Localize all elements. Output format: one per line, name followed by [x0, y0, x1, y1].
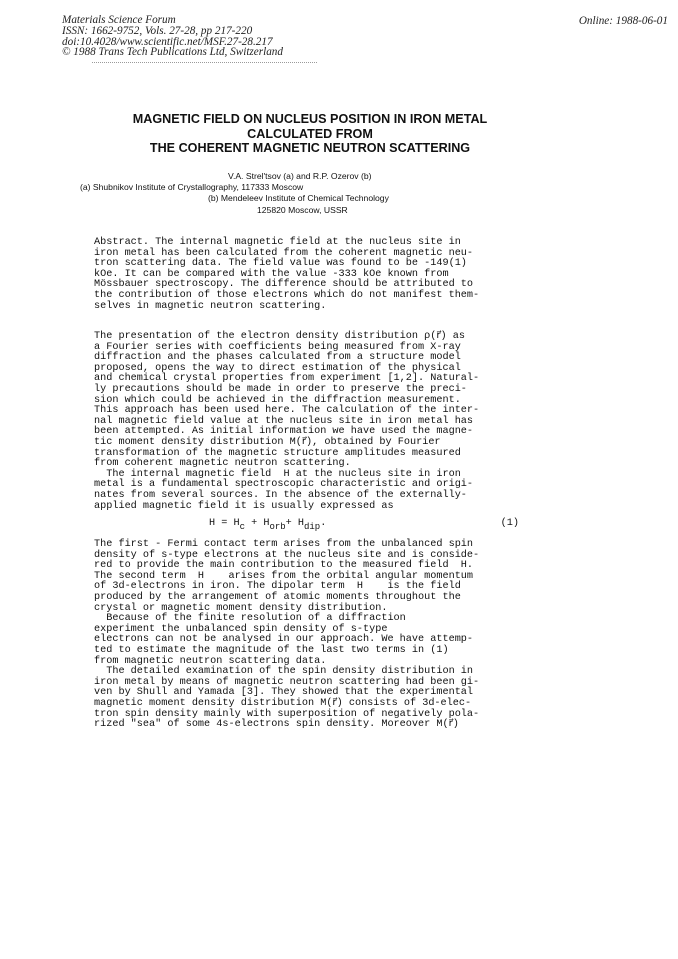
title-line-1: MAGNETIC FIELD ON NUCLEUS POSITION IN IRON METAL	[132, 112, 488, 126]
body-line: experiment the unbalanced spin density of s-type	[94, 623, 388, 635]
body-line: diffraction and the phases calculated from a structure model	[94, 352, 461, 364]
faint-header-rule	[92, 62, 317, 63]
body-line: been attempted. As initial information we have used the magne-	[94, 426, 474, 438]
body-line: metal is a fundamental spectroscopic characteristic and origi-	[94, 479, 474, 491]
body-line: Because of the finite resolution of a diffraction	[94, 613, 406, 625]
journal-name: Materials Science Forum	[62, 14, 176, 26]
doi-line: doi:10.4028/www.scientific.net/MSF.27-28.217	[62, 35, 273, 48]
equation-expression	[209, 518, 326, 532]
online-date: Online: 1988-06-01	[578, 15, 668, 27]
body-line: rized "sea" of some 4s-electrons spin density. Moreover M(r⃗)	[94, 719, 459, 731]
body-line: tron spin density mainly with superposition of negatively pola-	[94, 708, 480, 720]
eq-sub-c: c	[239, 522, 245, 532]
title-line-2: CALCULATED FROM	[247, 126, 373, 141]
body-line: from magnetic neutron scattering data.	[94, 655, 327, 667]
abstract-line: tron scattering data. The field value was found to be -149(1)	[94, 258, 467, 270]
body-line: nal magnetic field value at the nucleus site in iron metal has	[94, 415, 474, 427]
body-line: and chemical crystal properties from experiment [1,2]. Natural-	[94, 373, 480, 385]
body-line: tic moment density distribution M(r⃗), obtained by Fourier	[94, 436, 441, 448]
abstract-line: kOe. It can be compared with the value -333 kOe known from	[94, 268, 449, 280]
eq-term-plus-h2: + H	[285, 518, 304, 529]
abstract-line: Abstract. The internal magnetic field at the nucleus site in	[94, 237, 461, 248]
eq-end: .	[320, 518, 327, 529]
body-line: a Fourier series with coefficients being measured from X-ray	[94, 341, 461, 353]
equation-number: (1)	[500, 518, 519, 529]
body-line: electrons can not be analysed in our approach. We have attemp-	[94, 634, 474, 646]
body-paragraph-2	[94, 540, 524, 731]
paper-title	[100, 112, 520, 156]
abstract-line: Mössbauer spectroscopy. The difference should be attributed to	[94, 279, 474, 291]
abstract-line: the contribution of those electrons which do not manifest them-	[94, 289, 480, 301]
body-line: nates from several sources. In the absence of the externally-	[94, 489, 467, 501]
equation-1	[94, 518, 519, 534]
body-line: sion which could be achieved in the diffraction measurement.	[94, 394, 461, 406]
affiliation-a: (a) Shubnikov Institute of Crystallography, 117333 Moscow	[80, 182, 304, 193]
body-line: transformation of the magnetic structure amplitudes measured	[94, 447, 461, 459]
body-line: The second term H arises from the orbital angular momentum	[94, 570, 474, 582]
body-line: ly precautions should be made in order to preserve the preci-	[94, 383, 467, 395]
body-line: red to provide the main contribution to the measured field H.	[94, 560, 474, 572]
eq-term-plus-h: + H	[244, 518, 270, 529]
author-names: V.A. Strel'tsov (a) and R.P. Ozerov (b)	[228, 171, 372, 181]
eq-sub-orb: orb	[269, 522, 286, 532]
abstract	[94, 238, 524, 312]
body-line: crystal or magnetic moment density distribution.	[94, 602, 388, 614]
issn-line: ISSN: 1662-9752, Vols. 27-28, pp 217-220	[62, 24, 253, 37]
copyright-line: © 1988 Trans Tech Publications Ltd, Switzerland	[62, 46, 283, 59]
body-line: of 3d-electrons in iron. The dipolar term H is the field	[94, 581, 461, 593]
body-line: The internal magnetic field H at the nucleus site in iron	[94, 468, 461, 480]
body-paragraph-1	[94, 332, 524, 512]
body-line: from coherent magnetic neutron scattering.	[94, 458, 351, 470]
body-line: applied magnetic field it is usually expressed as	[94, 500, 394, 512]
title-line-3: THE COHERENT MAGNETIC NEUTRON SCATTERING	[149, 141, 471, 155]
body-line: magnetic moment density distribution M(r⃗) consists of 3d-elec-	[94, 697, 472, 709]
affiliation-b: (b) Mendeleev Institute of Chemical Technology	[208, 193, 389, 204]
eq-term-h: H = H	[209, 518, 240, 529]
journal-header	[62, 15, 283, 58]
eq-sub-dip: dip	[304, 522, 321, 532]
body-line: This approach has been used here. The calculation of the inter-	[94, 405, 480, 417]
abstract-line: selves in magnetic neutron scattering.	[94, 300, 327, 312]
body-line: ted to estimate the magnitude of the last two terms in (1)	[94, 644, 449, 656]
body-line: density of s-type electrons at the nucleus site and is conside-	[94, 549, 480, 561]
body-line: The presentation of the electron density distribution ρ(r⃗) as	[94, 331, 465, 342]
body-line: produced by the arrangement of atomic moments throughout the	[94, 591, 461, 603]
authors-block	[80, 171, 480, 216]
abstract-line: iron metal has been calculated from the coherent magnetic neu-	[94, 247, 474, 259]
body-line: iron metal by means of magnetic neutron scattering had been gi-	[94, 676, 480, 688]
body-line: proposed, opens the way to direct estimation of the physical	[94, 362, 461, 374]
affiliation-b-city: 125820 Moscow, USSR	[257, 204, 348, 215]
body-line: ven by Shull and Yamada [3]. They showed that the experimental	[94, 687, 474, 699]
body-line: The first - Fermi contact term arises from the unbalanced spin	[94, 539, 474, 550]
body-line: The detailed examination of the spin density distribution in	[94, 666, 474, 678]
